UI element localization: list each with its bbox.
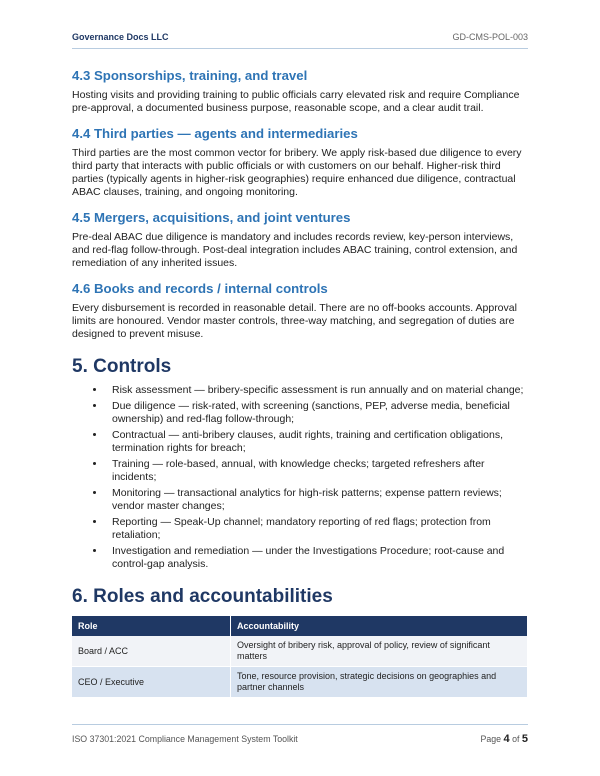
section-4-3 [72,68,528,115]
section-heading: 4.3 Sponsorships, training, and travel [72,68,308,83]
current-page: 4 [503,733,510,745]
page-number [481,733,529,745]
section-heading: 4.5 Mergers, acquisitions, and joint ventures [72,210,351,225]
list-item: • Due diligence — risk-rated, with screening (sanctions, PEP, adverse media, beneficial ownership) and red-flag follow-through; [106,400,528,426]
document-id: GD-CMS-POL-003 [452,32,528,42]
page-word: Page [480,734,502,744]
list-item: • Investigation and remediation — under the Investigations Procedure; root-cause and control-gap analysis. [106,545,528,571]
section-paragraph: Every disbursement is recorded in reasonable detail. There are no off-books accounts. Approval limits are honoured. Vendor master controls, three-way matching, and segregation of duties are designed to prevent misuse. [72,302,517,340]
controls-list [72,384,528,571]
column-header-role: Role [72,616,231,636]
of-word: of [512,734,520,744]
page-content [72,68,528,698]
role-cell: CEO / Executive [72,667,231,698]
org-name: Governance Docs LLC [72,32,169,42]
section-4-6 [72,281,528,341]
table-header-row [72,616,528,636]
role-cell: Board / ACC [72,636,231,667]
section-paragraph: Third parties are the most common vector for bribery. We apply risk-based due diligence to every third party that interacts with public officials or with customers on our behalf. Higher-risk third parties (typically agents in higher-risk geographies) require enhanced due diligence, contractual ABAC clauses, training, and ongoing monitoring. [72,147,522,198]
list-item: • Monitoring — transactional analytics for high-risk patterns; expense pattern reviews; vendor master changes; [106,487,528,513]
table-row [72,636,528,667]
table-row [72,667,528,698]
page-footer [72,724,528,745]
column-header-accountability: Accountability [231,616,528,636]
section-4-4 [72,126,528,199]
accountability-cell: Oversight of bribery risk, approval of policy, review of significant matters [231,636,528,667]
section-paragraph: Hosting visits and providing training to public officials carry elevated risk and require Compliance pre-approval, a documented business purpose, reasonable scope, and a clear audit trail. [72,89,520,114]
accountability-cell: Tone, resource provision, strategic decisions on geographies and partner channels [231,667,528,698]
total-pages: 5 [521,733,528,745]
toolkit-name: ISO 37301:2021 Compliance Management System Toolkit [72,734,298,744]
list-item: • Risk assessment — bribery-specific assessment is run annually and on material change; [106,384,528,397]
section-4-5 [72,210,528,270]
list-item: • Reporting — Speak-Up channel; mandatory reporting of red flags; protection from retaliation; [106,516,528,542]
section-paragraph: Pre-deal ABAC due diligence is mandatory and includes records review, key-person interviews, and red-flag follow-through. Post-deal integration includes ABAC training, control extension, and remediation of any inherited issues. [72,231,518,269]
roles-heading: 6. Roles and accountabilities [72,586,333,607]
section-heading: 4.6 Books and records / internal controls [72,281,328,296]
section-heading: 4.4 Third parties — agents and intermediaries [72,126,358,141]
controls-heading: 5. Controls [72,356,172,377]
list-item: • Contractual — anti-bribery clauses, audit rights, training and certification obligations, termination rights for breach; [106,429,528,455]
list-item: • Training — role-based, annual, with knowledge checks; targeted refreshers after incidents; [106,458,528,484]
roles-table [72,616,528,698]
page-header [72,32,528,49]
